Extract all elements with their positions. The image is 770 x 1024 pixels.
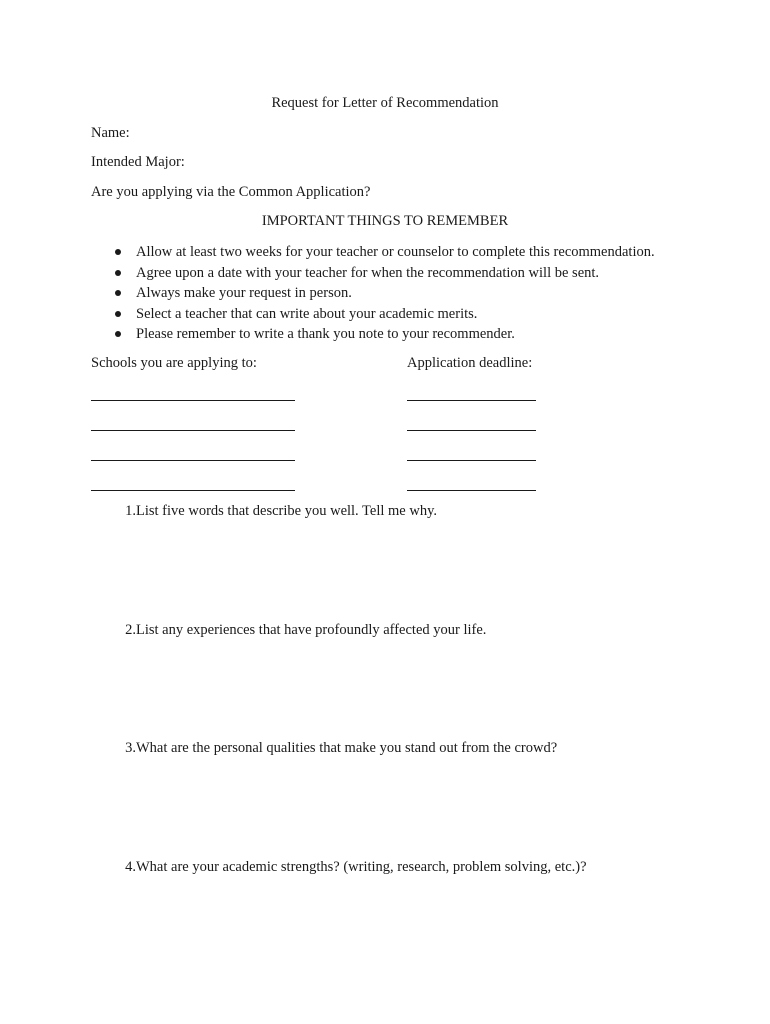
common-application-question: Are you applying via the Common Application? [91, 184, 371, 200]
reminder-item: Agree upon a date with your teacher for when the recommendation will be sent. [91, 265, 655, 286]
question-number: 3. [125, 740, 136, 756]
important-heading: IMPORTANT THINGS TO REMEMBER [261, 213, 509, 229]
reminder-item: Please remember to write a thank you note to your recommender. [91, 326, 655, 347]
question-item [91, 623, 486, 638]
intended-major-field-label: Intended Major: [91, 154, 185, 170]
deadline-label: Application deadline: [407, 355, 533, 371]
school-blank-line[interactable] [91, 400, 295, 401]
question-text: What are the personal qualities that make you stand out from the crowd? [136, 740, 558, 756]
reminder-list [91, 244, 655, 347]
schools-label: Schools you are applying to: [91, 355, 257, 371]
question-number: 2. [125, 622, 136, 638]
question-text: List five words that describe you well. Tell me why. [136, 503, 438, 519]
reminder-item: Allow at least two weeks for your teacher or counselor to complete this recommendation. [91, 244, 655, 265]
school-blank-line[interactable] [91, 490, 295, 491]
question-text: List any experiences that have profoundly affected your life. [136, 622, 487, 638]
reminder-item: Select a teacher that can write about your academic merits. [91, 306, 655, 327]
question-item [91, 504, 437, 519]
question-number: 1. [125, 503, 136, 519]
question-text: What are your academic strengths? (writing, research, problem solving, etc.)? [136, 859, 587, 875]
deadline-blank-line[interactable] [407, 460, 536, 461]
school-blank-line[interactable] [91, 460, 295, 461]
deadline-blank-line[interactable] [407, 490, 536, 491]
name-field-label: Name: [91, 125, 130, 141]
document-title: Request for Letter of Recommendation [271, 95, 499, 111]
deadline-blank-line[interactable] [407, 430, 536, 431]
question-number: 4. [125, 859, 136, 875]
school-blank-line[interactable] [91, 430, 295, 431]
question-item [91, 741, 557, 756]
question-item [91, 860, 587, 875]
deadline-blank-line[interactable] [407, 400, 536, 401]
reminder-item: Always make your request in person. [91, 285, 655, 306]
